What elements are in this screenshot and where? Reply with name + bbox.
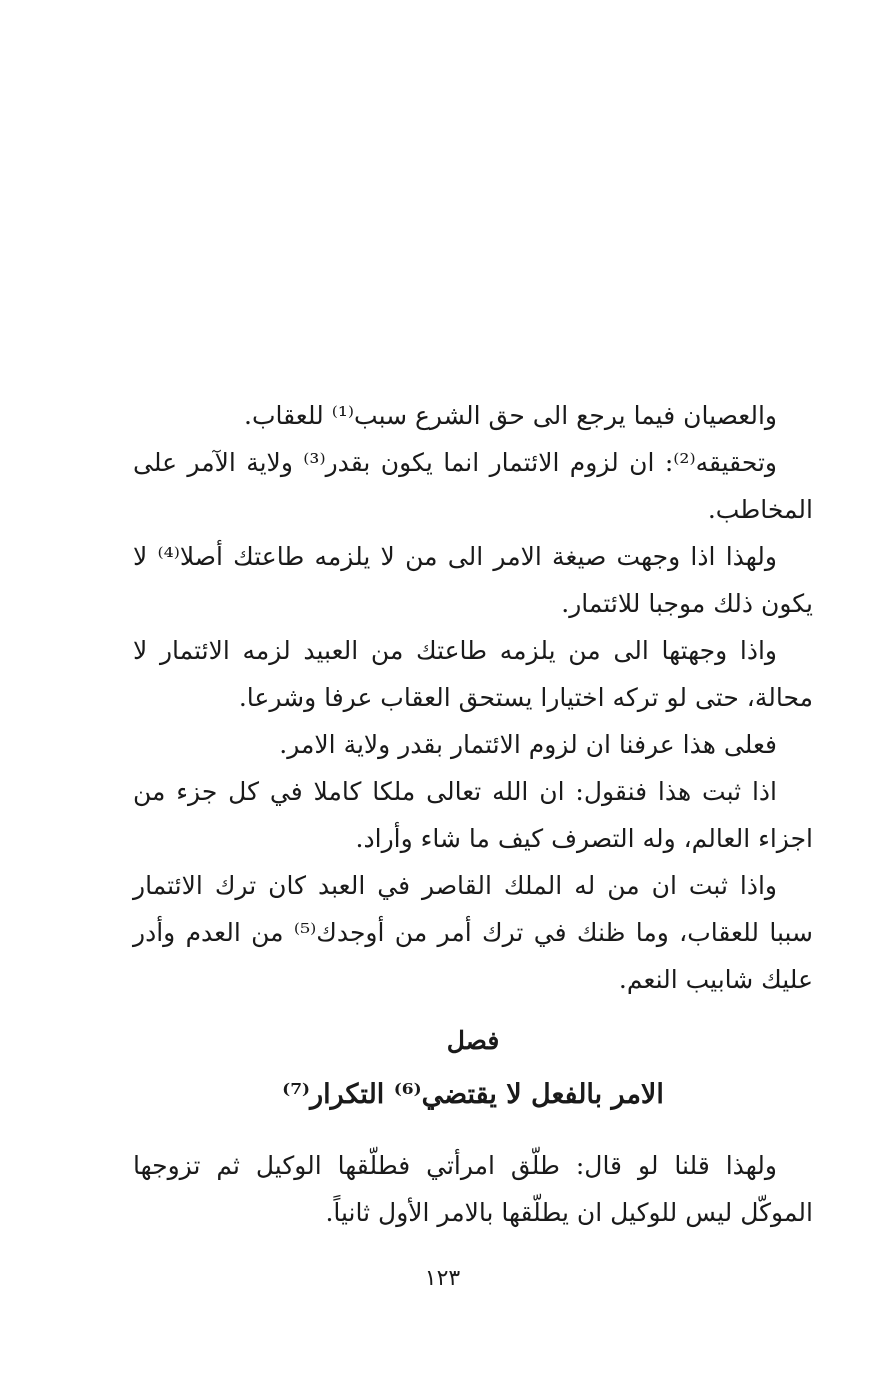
paragraph: فعلى هذا عرفنا ان لزوم الائتمار بقدر ولاية الامر.	[279, 730, 777, 759]
body-text	[133, 392, 813, 1003]
section-title: الامر بالفعل لا يقتضي⁽⁶⁾ التكرار⁽⁷⁾	[282, 1079, 664, 1110]
paragraph: اذا ثبت هذا فنقول: ان الله تعالى ملكا كاملا في كل جزء من اجزاء العالم، وله التصرف كيف ما شاء وأراد.	[133, 777, 813, 853]
paragraph: واذا وجهتها الى من يلزمه طاعتك من العبيد لزمه الائتمار لا محالة، حتى لو تركه اختيارا يستحق العقاب عرفا وشرعا.	[133, 636, 813, 712]
paragraph: ولهذا قلنا لو قال: طلّق امرأتي فطلّقها الوكيل ثم تزوجها الموكّل ليس للوكيل ان يطلّقها بالامر الأول ثانياً.	[133, 1151, 813, 1227]
page-number: ١٢٣	[424, 1266, 461, 1291]
section-text	[133, 1142, 813, 1236]
paragraph: واذا ثبت ان من له الملك القاصر في العبد كان ترك الائتمار سببا للعقاب، وما ظنك في ترك أمر من أوجدك⁽⁵⁾ من العدم وأدر عليك شابيب النعم.	[133, 871, 813, 994]
paragraph: والعصيان فيما يرجع الى حق الشرع سبب⁽¹⁾ للعقاب.	[244, 401, 777, 430]
paragraph: ولهذا اذا وجهت صيغة الامر الى من لا يلزمه طاعتك أصلا⁽⁴⁾ لا يكون ذلك موجبا للائتمار.	[133, 542, 813, 618]
paragraph: وتحقيقه⁽²⁾: ان لزوم الائتمار انما يكون بقدر⁽³⁾ ولاية الآمر على المخاطب.	[133, 448, 813, 524]
section-label: فصل	[446, 1026, 500, 1055]
